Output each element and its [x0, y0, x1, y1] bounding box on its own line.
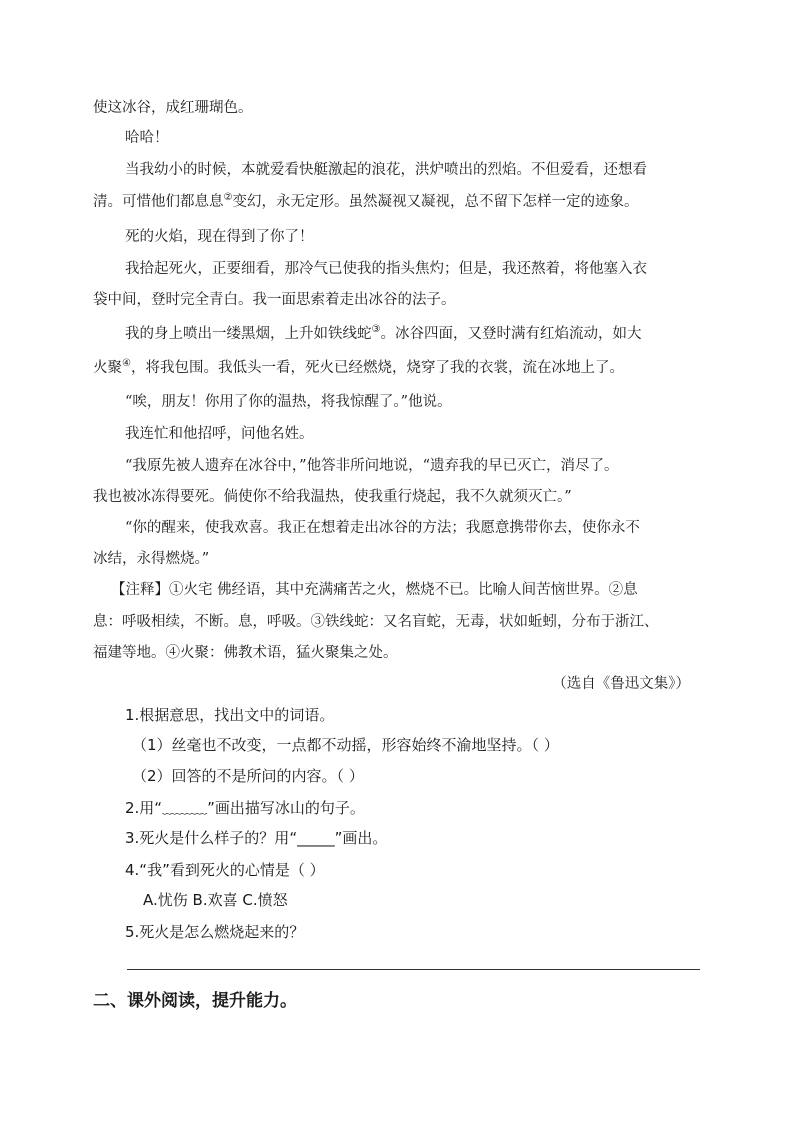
section-title: 二、课外阅读，提升能力。: [93, 991, 297, 1011]
question-2: 2.用“﹏﹏﹏”画出描写冰山的句子。: [125, 799, 365, 817]
question-1: 1.根据意思，找出文中的词语。: [125, 706, 335, 724]
question-1-part-2: （2）回答的不是所问的内容。（ ）: [132, 767, 364, 785]
passage-line-15: 冰结，永得燃烧。”: [93, 551, 210, 567]
question-3: 3.死火是什么样子的？用“_____”画出。: [125, 829, 388, 847]
passage-text: 清。可惜他们都息息: [93, 194, 224, 210]
passage-line-13: 我也被冰冻得要死。倘使你不给我温热，使我重行烧起，我不久就须灭亡。”: [93, 489, 572, 505]
passage-line-7: 袋中间，登时完全青白。我一面思索着走出冰谷的法子。: [93, 292, 456, 308]
passage-line-14: “你的醒来，使我欢喜。我正在想着走出冰谷的方法；我愿意携带你去，使你永不: [125, 520, 640, 536]
passage-line-5: 死的火焰，现在得到了你了！: [125, 229, 314, 245]
passage-line-8: [125, 324, 641, 344]
footnote-marker: ③: [371, 324, 381, 336]
annotation-line-3: 福建等地。④火聚：佛教术语，猛火聚集之处。: [93, 645, 398, 661]
passage-line-9: [93, 358, 624, 378]
annotation-line-1: 【注释】①火宅 佛经语，其中充满痛苦之火，燃烧不已。比喻人间苦恼世界。②息: [111, 582, 638, 598]
footnote-marker: ④: [122, 358, 131, 370]
passage-text: ，将我包围。我低头一看，死火已经燃烧，烧穿了我的衣裳，流在冰地上了。: [130, 360, 624, 376]
passage-line-6: 我拾起死火，正要细看，那冷气已使我的指头焦灼；但是，我还熬着，将他塞入衣: [125, 261, 647, 277]
question-4-options: A.忧伤 B.欢喜 C.愤怒: [143, 891, 288, 909]
passage-line-4: [93, 192, 638, 212]
passage-text: 。冰谷四面，又登时满有红焰流动，如大: [380, 326, 642, 342]
question-1-part-1: （1）丝毫也不改变，一点都不动摇，形容始终不渝地坚持。（ ）: [132, 736, 559, 754]
divider-line: [127, 969, 700, 970]
question-5: 5.死火是怎么燃烧起来的？: [125, 923, 305, 941]
annotation-line-2: 息：呼吸相续，不断。息，呼吸。③铁线蛇：又名盲蛇，无毒，状如蚯蚓，分布于浙江、: [93, 614, 659, 630]
source-citation: （选自《鲁迅文集》）: [552, 676, 690, 692]
passage-line-10: “唉，朋友！你用了你的温热，将我惊醒了。”他说。: [125, 394, 452, 410]
passage-text: 我的身上喷出一缕黑烟，上升如铁线蛇: [125, 326, 372, 342]
passage-line-11: 我连忙和他招呼，问他名姓。: [125, 426, 314, 442]
footnote-marker: ②: [223, 192, 233, 204]
passage-text: 火聚: [93, 360, 122, 376]
question-4: 4.“我”看到死火的心情是（ ）: [125, 861, 325, 879]
passage-text: 变幻，永无定形。虽然凝视又凝视，总不留下怎样一定的迹象。: [232, 194, 639, 210]
passage-line-1: 使这冰谷，成红珊瑚色。: [93, 100, 253, 116]
passage-line-12: “我原先被人遗弃在冰谷中，”他答非所问地说，“遗弃我的早已灭亡，消尽了。: [125, 458, 619, 474]
passage-line-2: 哈哈！: [125, 130, 169, 146]
passage-line-3: 当我幼小的时候，本就爱看快艇激起的浪花，洪炉喷出的烈焰。不但爱看，还想看: [125, 162, 647, 178]
